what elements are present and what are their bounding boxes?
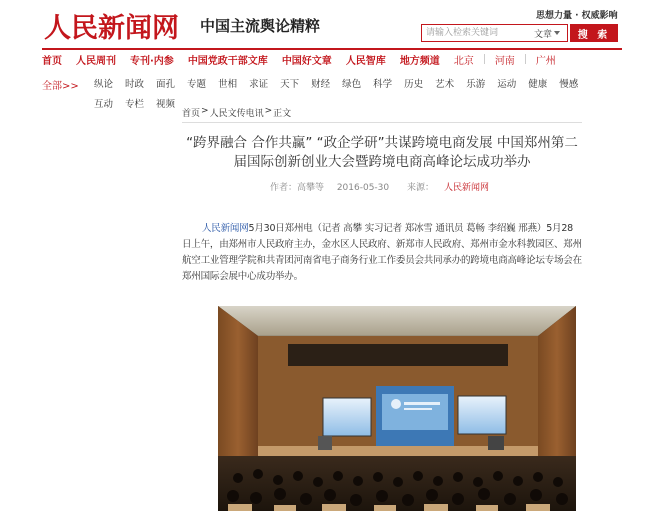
nav-city-beijing[interactable]: 北京 — [453, 55, 474, 67]
nav2-item[interactable]: 科学 — [373, 79, 393, 90]
breadcrumb-separator: > — [201, 106, 209, 116]
search-button[interactable]: 搜 索 — [570, 24, 618, 42]
nav2-item[interactable]: 运动 — [497, 79, 517, 90]
nav2-item[interactable]: 时政 — [125, 79, 145, 90]
nav2-item[interactable]: 乐游 — [466, 79, 486, 90]
nav2-item[interactable]: 纵论 — [94, 79, 114, 90]
primary-nav — [42, 48, 622, 68]
article-body-text: 5月30日郑州电（记者 高攀 实习记者 郑冰雪 通讯员 葛畅 李绍巍 邢燕）5月28日上午，由郑州市人民政府主办，金水区人民政府、新郑市人民政府、郑州市金水科教园区、郑州航空工业管理学院和共青团河南省电子商务行业工作委员会共同承办的跨境电商高峰论坛专场会在郑州国际会展中心成功举办。 — [182, 223, 582, 282]
breadcrumb-separator: > — [264, 106, 273, 116]
site-header — [0, 0, 666, 46]
nav-divider — [525, 54, 526, 64]
nav-item-special[interactable]: 专刊·内参 — [130, 55, 174, 67]
nav2-item[interactable]: 绿色 — [342, 79, 362, 90]
site-slogan: 中国主流舆论精粹 — [200, 17, 321, 35]
breadcrumb-current: 正文 — [273, 109, 292, 119]
nav-city-henan[interactable]: 河南 — [494, 55, 515, 67]
conference-hall-image — [218, 306, 576, 511]
article-photo — [218, 306, 576, 511]
nav-item-home[interactable]: 首页 — [42, 52, 62, 67]
search-input[interactable] — [422, 25, 534, 41]
article-source — [402, 183, 494, 193]
article-title: “跨界融合 合作共赢” “政企学研”共谋跨境电商发展 中国郑州第二届国际创新创业大会暨跨境电商高峰论坛成功举办 — [186, 135, 578, 170]
site-motto: 思想力量 · 权威影响 — [536, 11, 618, 21]
nav2-item[interactable]: 视频 — [156, 99, 176, 110]
breadcrumb-section[interactable]: 人民文传电讯 — [209, 109, 264, 119]
article-lead-source[interactable]: 人民新闻网 — [202, 223, 249, 234]
article-author: 作者：高攀等 — [269, 183, 324, 193]
nav2-item[interactable]: 艺术 — [435, 79, 455, 90]
site-logo[interactable]: 人民新闻网 — [44, 13, 179, 44]
search-type-label: 文章 — [534, 29, 553, 40]
nav2-item[interactable]: 世相 — [218, 79, 238, 90]
nav-item-think-tank[interactable]: 人民智库 — [345, 55, 386, 67]
nav2-item[interactable]: 面孔 — [156, 79, 176, 90]
triangle-down-icon — [554, 31, 560, 35]
search-box — [421, 24, 568, 42]
nav2-item[interactable]: 天下 — [280, 79, 300, 90]
article-date: 2016-05-30 — [336, 183, 390, 193]
breadcrumb — [182, 106, 582, 123]
nav-item-library[interactable]: 中国党政干部文库 — [187, 55, 268, 67]
nav2-item[interactable]: 互动 — [94, 99, 114, 110]
nav-item-local[interactable]: 地方频道 — [399, 55, 440, 67]
article-meta — [182, 180, 582, 193]
nav-item-good-articles[interactable]: 中国好文章 — [281, 55, 332, 67]
nav2-item[interactable]: 历史 — [404, 79, 424, 90]
nav-city-guangzhou[interactable]: 广州 — [535, 55, 556, 67]
breadcrumb-home[interactable]: 首页 — [182, 109, 201, 119]
nav-item-weekly[interactable]: 人民周刊 — [76, 55, 116, 67]
article-source-link[interactable]: 人民新闻网 — [444, 183, 490, 193]
nav2-item[interactable]: 慢感 — [559, 79, 579, 90]
search-type-select[interactable] — [534, 27, 560, 40]
nav-divider — [484, 54, 485, 64]
nav2-item[interactable]: 专栏 — [125, 99, 145, 110]
nav2-item[interactable]: 专题 — [187, 79, 207, 90]
article-body — [182, 221, 582, 285]
nav2-item[interactable]: 财经 — [311, 79, 331, 90]
all-categories-link[interactable]: 全部>> — [42, 81, 79, 92]
nav2-item[interactable]: 求证 — [249, 79, 269, 90]
article-source-label: 来源： — [407, 183, 435, 193]
nav2-item[interactable]: 健康 — [528, 79, 548, 90]
